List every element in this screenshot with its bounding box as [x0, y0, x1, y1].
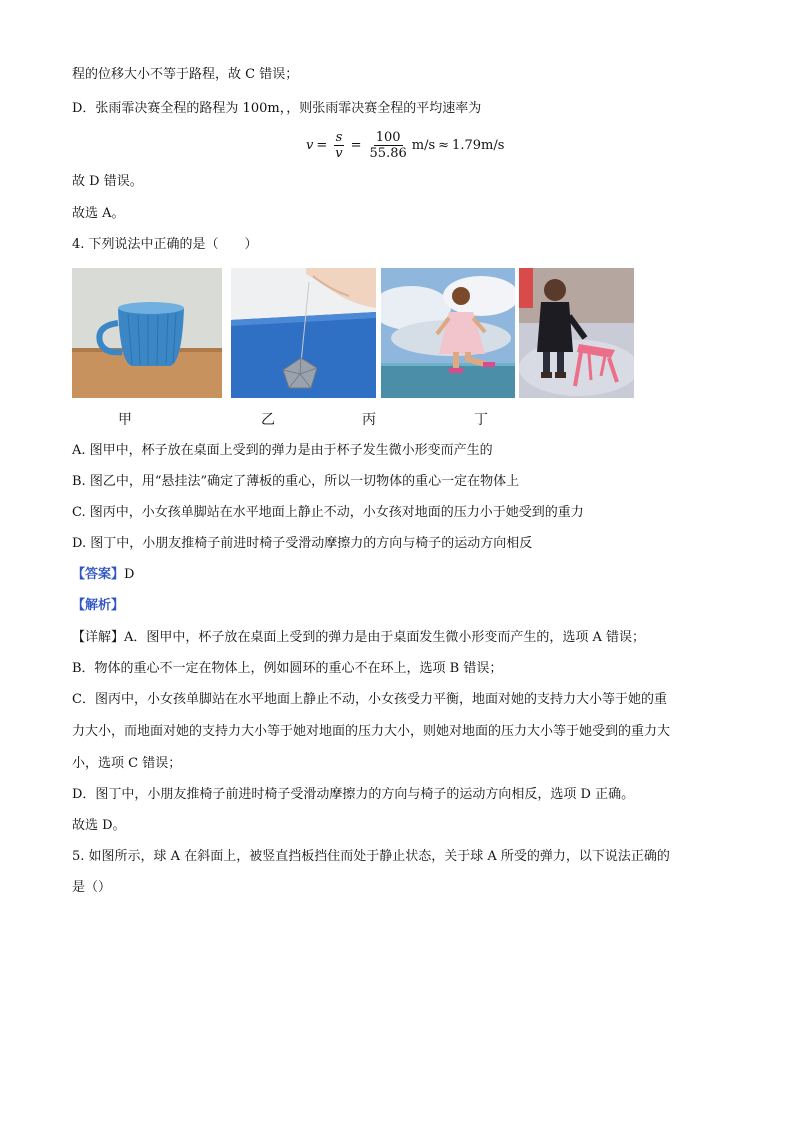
- frac1-num: s: [335, 129, 343, 145]
- analysis-line: [72, 597, 124, 615]
- caption-bing: 丙: [362, 412, 376, 428]
- formula-unit: m/s: [411, 137, 436, 153]
- option-d: D. 图丁中，小朋友推椅子前进时椅子受滑动摩擦力的方向与椅子的运动方向相反: [72, 536, 533, 551]
- text-line-2: D．张雨霏决赛全程的路程为 100m，，则张雨霏决赛全程的平均速率为: [72, 101, 482, 116]
- question-5-line-2: 是（）: [72, 880, 112, 895]
- detail-c-1: C．图丙中，小女孩单脚站在水平地面上静止不动，小女孩受力平衡，地面对她的支持力大小等于她的重: [72, 692, 667, 707]
- photo-jia-cup: [72, 268, 222, 398]
- frac2-den: 55.86: [369, 145, 407, 161]
- detail-b: B．物体的重心不一定在物体上，例如圆环的重心不在环上，选项 B 错误；: [72, 661, 503, 676]
- detail-a: A．图甲中，杯子放在桌面上受到的弹力是由于桌面发生微小形变而产生的，选项 A 错误；: [124, 630, 646, 645]
- photo-ding-chair: [519, 268, 634, 398]
- photo-yi-plate: [231, 268, 376, 398]
- detail-c-2: 力大小，而地面对她的支持力大小等于她对地面的压力大小，则她对地面的压力大小等于她受到的重力大: [72, 724, 671, 739]
- answer-value: D: [124, 567, 135, 582]
- frac1-den: v: [335, 145, 343, 161]
- speed-formula: [306, 128, 504, 162]
- formula-frac-s-v: [333, 130, 344, 161]
- formula-lhs: v: [306, 137, 314, 153]
- text-line-4: 故选 A。: [72, 206, 125, 221]
- text-line-1: 程的位移大小不等于路程，故 C 错误；: [72, 67, 299, 82]
- question-5-line-1: 5. 如图所示，球 A 在斜面上，被竖直挡板挡住而处于静止状态，关于球 A 所受的弹力，以下说法正确的: [72, 849, 670, 864]
- option-c: C. 图丙中，小女孩单脚站在水平地面上静止不动，小女孩对地面的压力小于她受到的重力: [72, 505, 584, 520]
- photo-bing-girl: [381, 268, 515, 398]
- caption-ding: 丁: [474, 412, 488, 428]
- formula-eq2: =: [350, 137, 362, 153]
- caption-jia: 甲: [118, 412, 132, 428]
- choose-d: 故选 D。: [72, 818, 126, 833]
- question-4: 4. 下列说法中正确的是（ ）: [72, 237, 258, 252]
- formula-result: 1.79m/s: [452, 137, 505, 153]
- formula-eq1: =: [316, 137, 328, 153]
- option-a: A. 图甲中，杯子放在桌面上受到的弹力是由于杯子发生微小形变而产生的: [72, 443, 493, 458]
- detail-a-line: [72, 629, 645, 647]
- detail-d: D．图丁中，小朋友推椅子前进时椅子受滑动摩擦力的方向与椅子的运动方向相反，选项 D 正确。: [72, 787, 635, 802]
- answer-line: [72, 566, 134, 584]
- option-b: B. 图乙中，用“悬挂法”确定了薄板的重心，所以一切物体的重心一定在物体上: [72, 474, 520, 489]
- text-line-3: 故 D 错误。: [72, 174, 143, 189]
- frac2-num: 100: [375, 129, 401, 145]
- detail-tag: 【详解】: [72, 630, 125, 645]
- answer-tag: 【答案】: [72, 567, 125, 582]
- formula-approx: ≈: [438, 137, 450, 153]
- formula-frac-values: [368, 130, 409, 161]
- caption-yi: 乙: [261, 412, 275, 428]
- analysis-tag: 【解析】: [72, 598, 125, 613]
- detail-c-3: 小，选项 C 错误；: [72, 756, 182, 771]
